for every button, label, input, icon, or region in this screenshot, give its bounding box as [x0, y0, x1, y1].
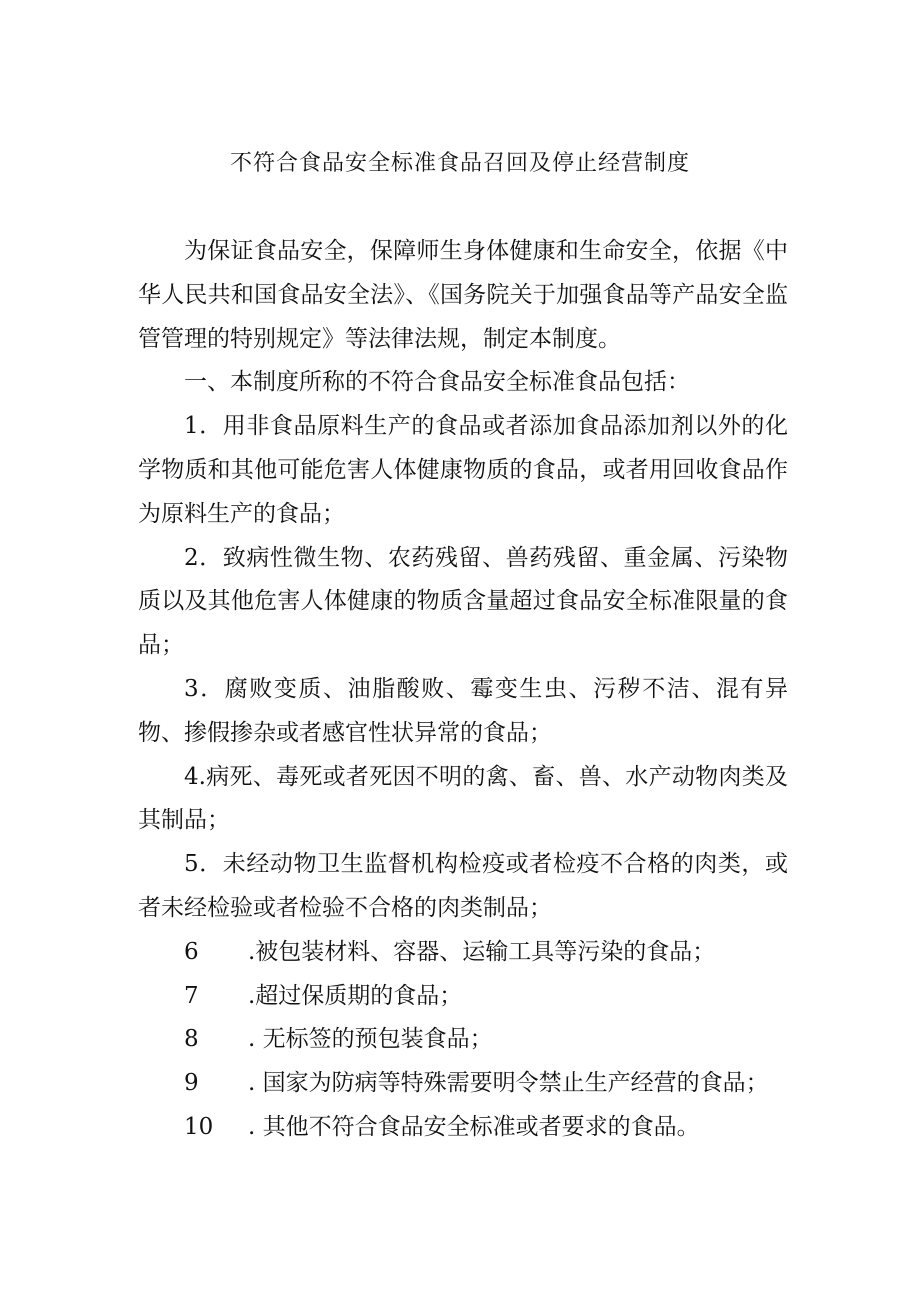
list-item — [138, 1062, 788, 1106]
item-text: . 其他不符合食品安全标准或者要求的食品。 — [248, 1113, 700, 1140]
item-number: 10 — [184, 1113, 214, 1140]
section-heading: 一、本制度所称的不符合食品安全标准食品包括： — [184, 369, 690, 396]
list-item — [138, 1018, 788, 1062]
item-text: . 国家为防病等特殊需要明令禁止生产经营的食品； — [248, 1070, 769, 1097]
intro-paragraph: 为保证食品安全，保障师生身体健康和生命安全，依据《中华人民共和国食品安全法》、《国务院关于加强食品等产品安全监管管理的特别规定》等法律法规，制定本制度。 — [138, 238, 788, 352]
item-number: 9 — [184, 1070, 199, 1097]
item-text: .超过保质期的食品； — [248, 982, 463, 1009]
item-text: .被包装材料、容器、运输工具等污染的食品； — [248, 938, 716, 965]
document-body — [138, 230, 788, 1150]
item-text: . 无标签的预包装食品； — [248, 1026, 493, 1053]
list-item: 3．腐败变质、油脂酸败、霉变生虫、污秽不洁、混有异物、掺假掺杂或者感官性状异常的食品； — [138, 675, 788, 746]
item-number: 8 — [184, 1026, 199, 1053]
list-item — [138, 975, 788, 1019]
list-item — [138, 1106, 788, 1150]
document-title: 不符合食品安全标准食品召回及停止经营制度 — [229, 151, 690, 176]
list-item — [138, 931, 788, 975]
item-number: 7 — [184, 982, 199, 1009]
list-item: 1．用非食品原料生产的食品或者添加食品添加剂以外的化学物质和其他可能危害人体健康物质的食品，或者用回收食品作为原料生产的食品； — [138, 413, 788, 527]
list-item: 2．致病性微生物、农药残留、兽药残留、重金属、污染物质以及其他危害人体健康的物质含量超过食品安全标准限量的食品； — [138, 544, 788, 659]
item-number: 6 — [184, 938, 199, 965]
list-item: 4.病死、毒死或者死因不明的禽、畜、兽、水产动物肉类及其制品； — [138, 763, 788, 834]
list-item: 5．未经动物卫生监督机构检疫或者检疫不合格的肉类，或者未经检验或者检验不合格的肉类制品； — [138, 851, 788, 921]
